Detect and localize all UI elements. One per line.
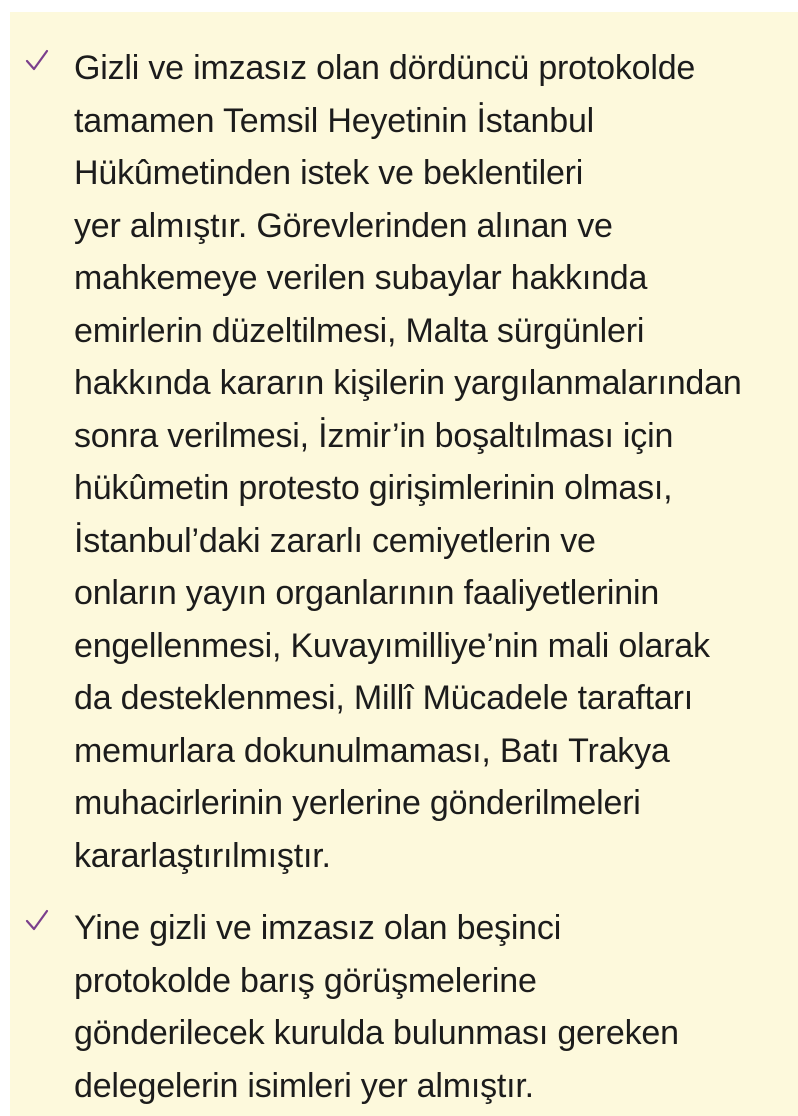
text-line: delegelerin isimleri yer almıştır. [74, 1066, 534, 1105]
content-panel [10, 12, 798, 1116]
text-line: hakkında kararın kişilerin yargılanmalarından [74, 364, 742, 402]
text-line: Hükûmetinden istek ve beklentileri [74, 154, 584, 192]
text-line: muhacirlerinin yerlerine gönderilmeleri [74, 784, 641, 822]
text-line: memurlara dokunulmaması, Batı Trakya [74, 731, 670, 770]
text-line: mahkemeye verilen subaylar hakkında [74, 259, 648, 297]
text-line: Gizli ve imzasız olan dördüncü protokolde [74, 49, 696, 87]
text-line: emirlerin düzeltilmesi, Malta sürgünleri [74, 311, 645, 350]
check-icon [24, 48, 50, 74]
text-line: Yine gizli ve imzasız olan beşinci [74, 909, 562, 947]
text-line: protokolde barış görüşmelerine [74, 961, 537, 1000]
text-line: da desteklenmesi, Millî Mücadele taraftarı [74, 679, 693, 717]
check-icon [24, 908, 50, 934]
bullet-item-protocol-4 [10, 42, 798, 882]
text-line: gönderilecek kurulda bulunması gereken [74, 1014, 679, 1052]
text-line: hükûmetin protesto girişimlerinin olması, [74, 469, 673, 507]
text-line: onların yayın organlarının faaliyetlerinin [74, 574, 660, 612]
text-line: tamamen Temsil Heyetinin İstanbul [74, 101, 595, 140]
text-line: İstanbul’daki zararlı cemiyetlerin ve [74, 521, 596, 560]
bullet-list [10, 42, 798, 1112]
text-line: kararlaştırılmıştır. [74, 836, 331, 875]
bullet-item-protocol-5 [10, 902, 798, 1112]
text-line: yer almıştır. Görevlerinden alınan ve [74, 206, 613, 245]
text-line: engellenmesi, Kuvayımilliye’nin mali olarak [74, 626, 710, 665]
text-line: sonra verilmesi, İzmir’in boşaltılması için [74, 416, 674, 455]
